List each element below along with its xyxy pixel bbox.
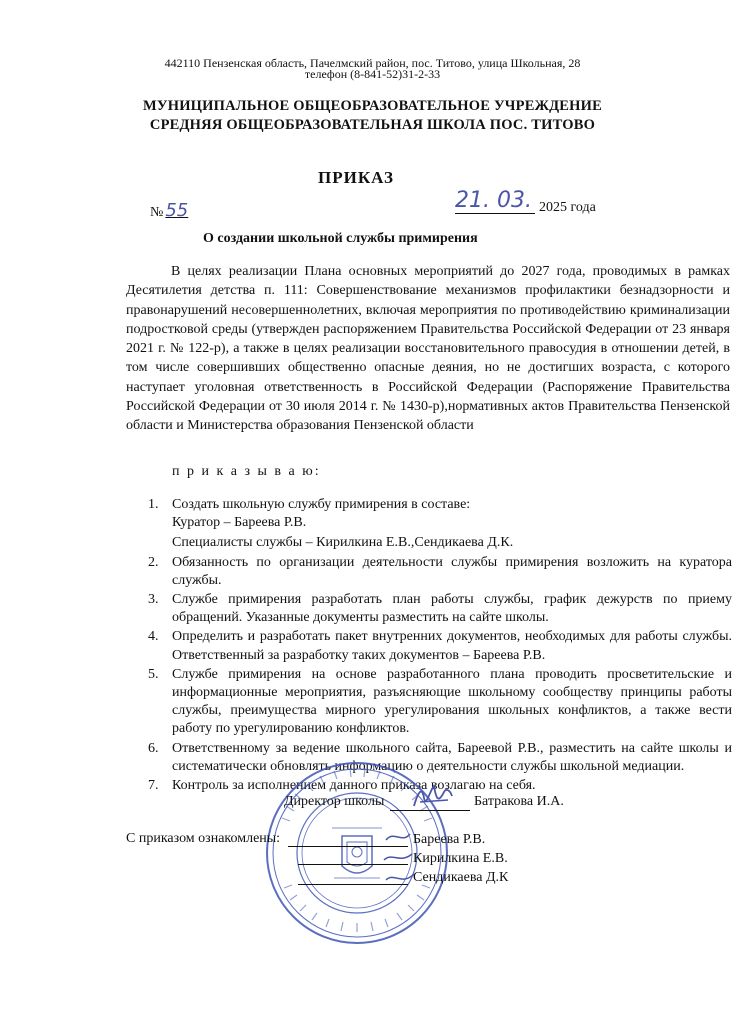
list-item: [148, 591, 732, 627]
order-subject: О создании школьной службы примирения: [203, 231, 478, 246]
director-title: Директор школы: [284, 794, 385, 809]
item-subline: Куратор – Бареева Р.В.: [172, 515, 307, 531]
item-text: Обязанность по организации деятельности службы примирения возложить на куратора службы.: [172, 554, 732, 588]
acknowledged-name: Бареева Р.В.: [413, 832, 486, 847]
item-number: 1.: [148, 497, 159, 512]
item-number: 3.: [148, 592, 159, 608]
list-item: [148, 554, 732, 590]
director-name: Батракова И.А.: [474, 794, 564, 809]
director-signature: [408, 780, 458, 816]
item-number: 5.: [148, 666, 159, 682]
item-number: 4.: [148, 629, 159, 645]
item-text: Создать школьную службу примирения в составе:: [172, 497, 471, 512]
acknowledged-label: С приказом ознакомлены:: [126, 831, 281, 846]
order-year: 2025 года: [539, 200, 596, 215]
item-text: Контроль за исполнением данного приказа возлагаю на себя.: [172, 778, 536, 794]
school-address: 442110 Пензенская область, Пачелмский район, пос. Титово, улица Школьная, 28: [164, 56, 581, 70]
order-date: 21. 03.: [455, 188, 532, 213]
order-number-row: [150, 200, 196, 221]
list-item: [148, 666, 732, 739]
preamble-text: В целях реализации Плана основных мероприятий до 2027 года, проводимых в рамках Десятилетия детства п. 111: Совершенствование механизмов профилактики безнадзорности и правонарушений несовершеннолетних, включая мероприятия по противодействию криминализации подростковой среды (утвержден распоряжением Правительства Российской Федерации от 23 января 2021 г. № 122-р), а также в целях реализации восстановительного правосудия в отношении детей, в том числе совершивших общественно опасные деяния, но не достигших возраста, с которого наступает уголовная ответственность в Российской Федерации (Распоряжение Правительства Российской Федерации от 30 июля 2014 г. № 1430-р),нормативных актов Правительства Пензенской области и Министерства образования Пензенской области: [126, 264, 730, 434]
order-number: 55: [165, 200, 189, 221]
item-text: Службе примирения разработать план работы службы, график дежурств по приему обращений. Указанные документы разместить на сайте школы.: [172, 592, 732, 626]
item-text: Определить и разработать пакет внутренних документов, необходимых для работы службы. Ответственный за разработку таких документов – Бареева Р.В.: [172, 629, 732, 663]
item-text: Ответственному за ведение школьного сайта, Бареевой Р.В., разместить на сайте школы и систематически обновлять информацию о деятельности службы школьной медиации.: [172, 740, 732, 774]
order-directive: п р и к а з ы в а ю:: [172, 464, 321, 479]
item-text: Службе примирения на основе разработанного плана проводить просветительские и информационные мероприятия, разъясняющие школьному сообществу принципы работы службы, преимущества мирного урегулирования школьных конфликтов, а также вести работу по урегулированию конфликтов.: [172, 666, 732, 737]
item-number: 7.: [148, 778, 159, 794]
item-number: 6.: [148, 740, 159, 756]
document-title: ПРИКАЗ: [318, 168, 394, 187]
preamble-paragraph: [126, 262, 730, 436]
number-prefix: №: [150, 205, 164, 220]
org-name-line1: МУНИЦИПАЛЬНОЕ ОБЩЕОБРАЗОВАТЕЛЬНОЕ УЧРЕЖДЕНИЕ: [143, 98, 602, 114]
list-item: [148, 628, 732, 664]
item-subline: Специалисты службы – Кирилкина Е.В.,Сендикаева Д.К.: [172, 535, 514, 551]
list-item: [148, 496, 732, 553]
org-name-line2: СРЕДНЯЯ ОБЩЕОБРАЗОВАТЕЛЬНАЯ ШКОЛА ПОС. ТИТОВО: [149, 117, 596, 133]
school-phone: телефон (8-841-52)31-2-33: [304, 67, 441, 81]
acknowledged-name: Сендикаева Д.К: [413, 870, 509, 885]
acknowledged-name: Кирилкина Е.В.: [413, 851, 508, 866]
order-items-list: [148, 496, 732, 796]
item-number: 2.: [148, 554, 159, 570]
